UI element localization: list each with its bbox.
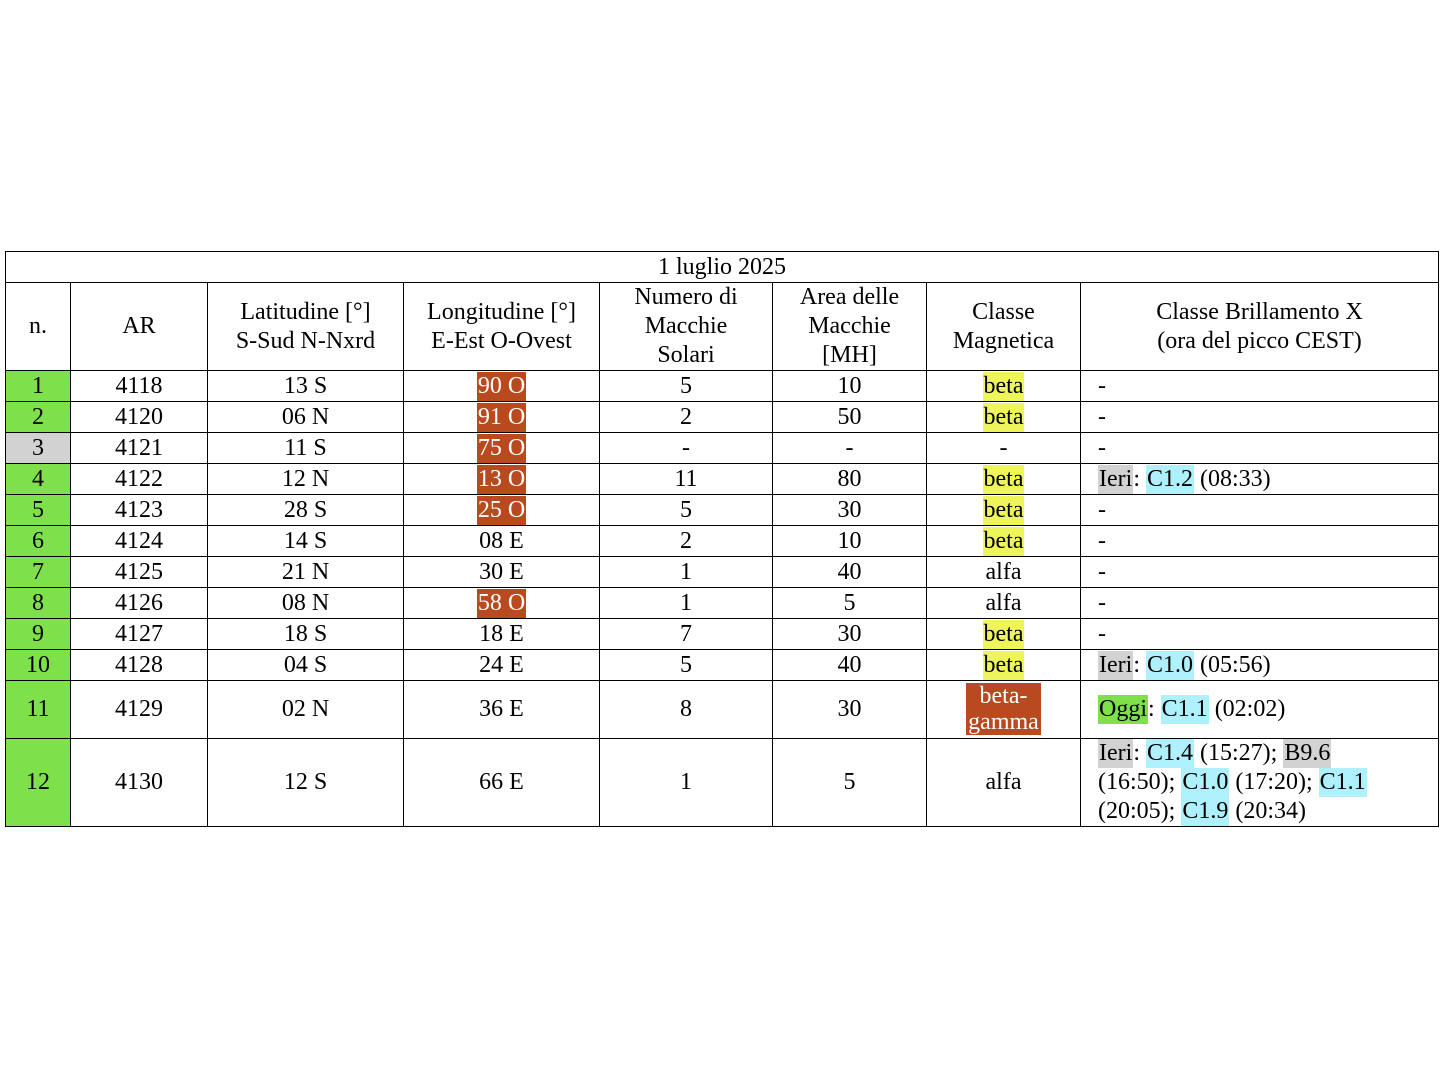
cell-latitude: 14 S — [208, 526, 404, 557]
cell-magnetic-class: alfa — [927, 739, 1081, 827]
flare-time: (15:27); — [1194, 740, 1284, 766]
cell-n: 10 — [6, 650, 71, 681]
cell-ar: 4122 — [71, 464, 208, 495]
sunspot-table — [5, 251, 1439, 827]
cell-n: 7 — [6, 557, 71, 588]
cell-flare: - — [1081, 433, 1439, 464]
cell-ar: 4123 — [71, 495, 208, 526]
cell-longitude — [404, 588, 600, 619]
header-n: n. — [6, 283, 71, 371]
longitude-value: 13 O — [477, 465, 526, 492]
table-row — [6, 681, 1439, 739]
cell-latitude: 11 S — [208, 433, 404, 464]
longitude-value: 75 O — [477, 434, 526, 461]
magnetic-class-value: beta — [983, 496, 1024, 523]
longitude-value: 58 O — [477, 589, 526, 616]
cell-n: 12 — [6, 739, 71, 827]
cell-flare — [1081, 681, 1439, 739]
table-row — [6, 650, 1439, 681]
flare-time: (05:56) — [1194, 651, 1271, 678]
cell-area: 40 — [773, 650, 927, 681]
cell-area: - — [773, 433, 927, 464]
flare-line-2 — [1098, 768, 1434, 797]
header-area-line2: Macchie — [808, 313, 891, 339]
cell-n: 1 — [6, 371, 71, 402]
cell-ar: 4129 — [71, 681, 208, 739]
cell-ar: 4128 — [71, 650, 208, 681]
flare-class-value: C1.0 — [1182, 769, 1229, 795]
header-longitude-line1: Longitudine [°] — [427, 298, 576, 325]
magnetic-class-value: beta — [983, 403, 1024, 430]
cell-spots: 7 — [600, 619, 773, 650]
cell-latitude: 12 N — [208, 464, 404, 495]
cell-longitude: 30 E — [404, 557, 600, 588]
cell-longitude — [404, 402, 600, 433]
cell-flare: - — [1081, 371, 1439, 402]
header-area-line1: Area delle — [799, 284, 900, 310]
flare-class-value: C1.9 — [1182, 798, 1229, 824]
flare-time: (08:33) — [1194, 465, 1271, 492]
cell-magnetic-class — [927, 371, 1081, 402]
flare-line-1 — [1098, 739, 1434, 768]
cell-flare: - — [1081, 557, 1439, 588]
cell-area: 80 — [773, 464, 927, 495]
cell-longitude: 66 E — [404, 739, 600, 827]
header-longitude — [404, 283, 600, 371]
flare-time: (17:20); — [1229, 769, 1319, 795]
header-latitude-line1: Latitudine [°] — [240, 298, 371, 325]
longitude-value: 91 O — [477, 403, 526, 430]
cell-flare — [1081, 739, 1439, 827]
header-longitude-line2: E-Est O-Ovest — [431, 327, 572, 354]
cell-area: 5 — [773, 588, 927, 619]
flare-time: (20:34) — [1229, 798, 1306, 824]
flare-day-label: Ieri — [1099, 465, 1133, 492]
cell-magnetic-class: alfa — [927, 588, 1081, 619]
magnetic-class-value: beta — [983, 372, 1024, 399]
cell-ar: 4120 — [71, 402, 208, 433]
longitude-value: 25 O — [477, 496, 526, 523]
cell-ar: 4118 — [71, 371, 208, 402]
cell-n: 4 — [6, 464, 71, 495]
magnetic-class-line2: gamma — [968, 708, 1039, 735]
cell-magnetic-class — [927, 650, 1081, 681]
cell-spots: 5 — [600, 371, 773, 402]
table-header-row — [6, 283, 1439, 371]
cell-ar: 4125 — [71, 557, 208, 588]
flare-separator: : — [1148, 696, 1161, 722]
table-row — [6, 464, 1439, 495]
flare-class-value: C1.0 — [1146, 651, 1193, 678]
header-flare-class — [1081, 283, 1439, 371]
table-row — [6, 433, 1439, 464]
cell-n: 9 — [6, 619, 71, 650]
flare-day-label: Oggi — [1099, 696, 1147, 722]
cell-magnetic-class — [927, 402, 1081, 433]
magnetic-class-line1: beta- — [979, 682, 1028, 709]
cell-spots: 1 — [600, 739, 773, 827]
header-latitude-line2: S-Sud N-Nxrd — [235, 327, 376, 354]
table-row — [6, 402, 1439, 433]
flare-time: (20:05); — [1098, 798, 1182, 824]
cell-area: 30 — [773, 681, 927, 739]
table-title-row — [6, 252, 1439, 283]
cell-flare: - — [1081, 588, 1439, 619]
cell-ar: 4121 — [71, 433, 208, 464]
cell-spots: 5 — [600, 495, 773, 526]
table-row — [6, 739, 1439, 827]
cell-n: 2 — [6, 402, 71, 433]
cell-n: 3 — [6, 433, 71, 464]
cell-spots: 11 — [600, 464, 773, 495]
cell-ar: 4124 — [71, 526, 208, 557]
flare-class-value: C1.1 — [1319, 769, 1366, 795]
cell-magnetic-class: - — [927, 433, 1081, 464]
cell-magnetic-class — [927, 464, 1081, 495]
cell-flare: - — [1081, 619, 1439, 650]
cell-latitude: 18 S — [208, 619, 404, 650]
magnetic-class-value: beta — [983, 620, 1024, 647]
cell-magnetic-class: alfa — [927, 557, 1081, 588]
header-spots-count — [600, 283, 773, 371]
cell-flare: - — [1081, 526, 1439, 557]
cell-magnetic-class — [927, 681, 1081, 739]
magnetic-class-value: beta — [983, 651, 1024, 678]
cell-area: 30 — [773, 619, 927, 650]
cell-spots: 2 — [600, 402, 773, 433]
table-row — [6, 526, 1439, 557]
cell-magnetic-class — [927, 495, 1081, 526]
flare-time: (02:02) — [1208, 696, 1286, 722]
cell-spots: 1 — [600, 557, 773, 588]
table-row — [6, 495, 1439, 526]
header-ar: AR — [71, 283, 208, 371]
header-flare-line1: Classe Brillamento X — [1156, 298, 1363, 325]
cell-longitude: 36 E — [404, 681, 600, 739]
cell-ar: 4130 — [71, 739, 208, 827]
cell-area: 10 — [773, 526, 927, 557]
cell-longitude — [404, 371, 600, 402]
cell-longitude — [404, 464, 600, 495]
cell-area: 10 — [773, 371, 927, 402]
cell-area: 30 — [773, 495, 927, 526]
cell-latitude: 02 N — [208, 681, 404, 739]
header-spots-area — [773, 283, 927, 371]
cell-longitude — [404, 495, 600, 526]
cell-longitude — [404, 433, 600, 464]
cell-area: 40 — [773, 557, 927, 588]
cell-longitude: 24 E — [404, 650, 600, 681]
flare-separator: : — [1133, 740, 1146, 766]
magnetic-class-value: beta — [983, 465, 1024, 492]
cell-latitude: 21 N — [208, 557, 404, 588]
cell-magnetic-class — [927, 526, 1081, 557]
cell-spots: 1 — [600, 588, 773, 619]
table-row — [6, 619, 1439, 650]
header-area-line3: [MH] — [822, 342, 877, 368]
cell-area: 5 — [773, 739, 927, 827]
flare-time: (16:50); — [1098, 769, 1182, 795]
cell-latitude: 08 N — [208, 588, 404, 619]
magnetic-class-value — [966, 683, 1041, 735]
table-row — [6, 588, 1439, 619]
cell-spots: 8 — [600, 681, 773, 739]
flare-class-value: B9.6 — [1284, 740, 1331, 766]
cell-flare — [1081, 464, 1439, 495]
table-title: 1 luglio 2025 — [6, 252, 1439, 283]
cell-latitude: 13 S — [208, 371, 404, 402]
cell-longitude: 18 E — [404, 619, 600, 650]
cell-latitude: 12 S — [208, 739, 404, 827]
cell-ar: 4126 — [71, 588, 208, 619]
cell-n: 11 — [6, 681, 71, 739]
cell-area: 50 — [773, 402, 927, 433]
magnetic-class-value: beta — [983, 527, 1024, 554]
cell-spots: 5 — [600, 650, 773, 681]
header-spots-line2: Macchie — [644, 313, 728, 339]
header-spots-line3: Solari — [657, 342, 715, 368]
flare-day-label: Ieri — [1099, 740, 1133, 766]
cell-flare — [1081, 650, 1439, 681]
header-spots-line1: Numero di — [634, 284, 738, 310]
cell-ar: 4127 — [71, 619, 208, 650]
table-row — [6, 371, 1439, 402]
header-mag-line1: Classe — [972, 298, 1035, 325]
cell-spots: - — [600, 433, 773, 464]
flare-line-3 — [1098, 797, 1434, 826]
cell-longitude: 08 E — [404, 526, 600, 557]
header-mag-line2: Magnetica — [952, 327, 1055, 354]
flare-separator: : — [1133, 465, 1146, 492]
flare-separator: : — [1133, 651, 1146, 678]
flare-class-value: C1.2 — [1146, 465, 1193, 492]
cell-n: 8 — [6, 588, 71, 619]
flare-class-value: C1.4 — [1146, 740, 1193, 766]
cell-flare: - — [1081, 402, 1439, 433]
table-row — [6, 557, 1439, 588]
longitude-value: 90 O — [477, 372, 526, 399]
cell-magnetic-class — [927, 619, 1081, 650]
cell-flare: - — [1081, 495, 1439, 526]
cell-latitude: 04 S — [208, 650, 404, 681]
flare-class-value: C1.1 — [1161, 696, 1208, 722]
cell-latitude: 28 S — [208, 495, 404, 526]
header-latitude — [208, 283, 404, 371]
cell-n: 5 — [6, 495, 71, 526]
cell-n: 6 — [6, 526, 71, 557]
cell-latitude: 06 N — [208, 402, 404, 433]
header-flare-line2: (ora del picco CEST) — [1157, 327, 1362, 354]
cell-spots: 2 — [600, 526, 773, 557]
header-magnetic-class — [927, 283, 1081, 371]
flare-day-label: Ieri — [1099, 651, 1133, 678]
